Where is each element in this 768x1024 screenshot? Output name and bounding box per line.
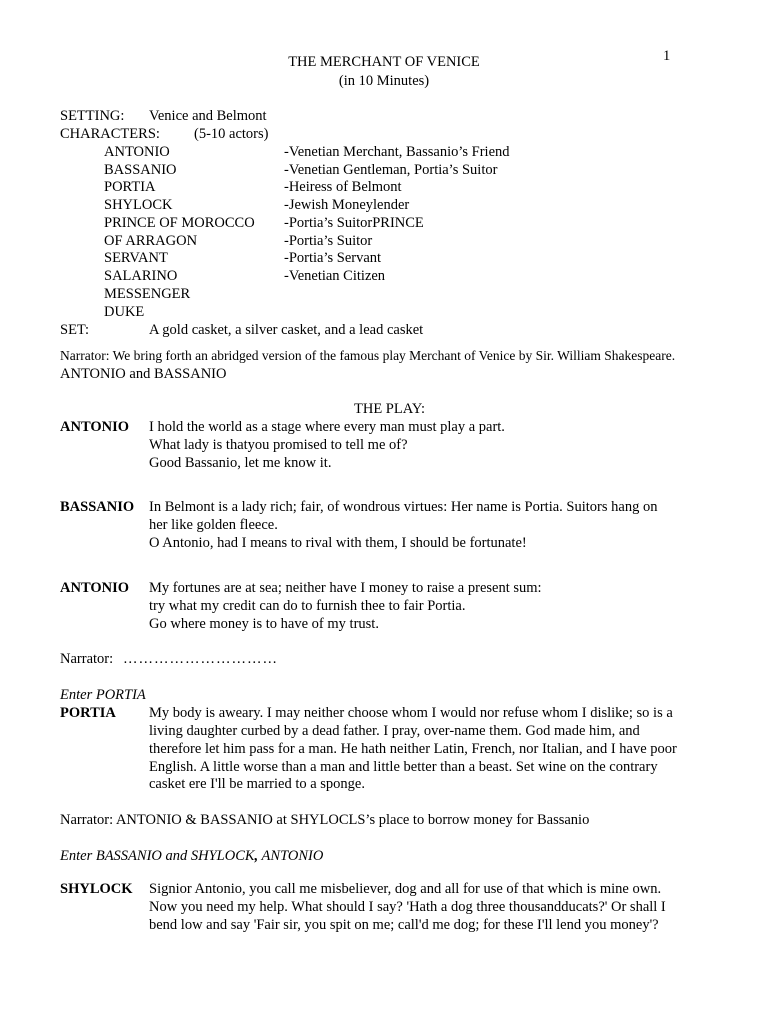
character-name: DUKE	[104, 304, 145, 320]
dialogue-line: living daughter curbed by a dead father. I pray, over-name them. God made him, and	[149, 723, 640, 739]
dialogue-line: English. A little worse than a man and little better than a beast. Set wine on the contrary	[149, 759, 658, 775]
setting-label: SETTING:	[60, 108, 125, 124]
play-heading: THE PLAY:	[354, 401, 426, 417]
character-desc: -Venetian Citizen	[284, 268, 386, 284]
page-title: THE MERCHANT OF VENICE	[288, 54, 480, 70]
character-desc: -Portia’s SuitorPRINCE	[284, 215, 424, 231]
dialogue-line: Signior Antonio, you call me misbeliever, dog and all for use of that which is mine own.	[149, 881, 662, 897]
character-desc: -Venetian Merchant, Bassanio’s Friend	[284, 144, 510, 160]
set-value: A gold casket, a silver casket, and a lead casket	[149, 322, 424, 338]
dialogue-line: Good Bassanio, let me know it.	[149, 455, 332, 471]
character-name: SHYLOCK	[104, 197, 173, 213]
speaker-name: PORTIA	[60, 705, 116, 721]
dialogue-line: My fortunes are at sea; neither have I money to raise a present sum:	[149, 580, 542, 596]
character-desc: -Venetian Gentleman, Portia’s Suitor	[284, 162, 498, 178]
dialogue-line: O Antonio, had I means to rival with them, I should be fortunate!	[149, 535, 527, 551]
character-name: PORTIA	[104, 179, 156, 195]
stage-direction	[60, 847, 323, 865]
character-desc: -Portia’s Suitor	[284, 233, 373, 249]
character-desc: -Jewish Moneylender	[284, 197, 410, 213]
character-desc: -Portia’s Servant	[284, 250, 382, 266]
intro-characters: ANTONIO and BASSANIO	[60, 366, 227, 382]
set-label: SET:	[60, 322, 90, 338]
narrator-line: Narrator: ANTONIO & BASSANIO at SHYLOCLS’s place to borrow money for Bassanio	[60, 812, 590, 828]
character-desc: -Heiress of Belmont	[284, 179, 402, 195]
dialogue-line: I hold the world as a stage where every man must play a part.	[149, 419, 505, 435]
character-name: SERVANT	[104, 250, 168, 266]
narrator-label: Narrator:	[60, 651, 114, 667]
dialogue-line: casket ere I'll be married to a sponge.	[149, 776, 365, 792]
speaker-name: ANTONIO	[60, 419, 130, 435]
character-name: BASSANIO	[104, 162, 177, 178]
speaker-name: BASSANIO	[60, 499, 135, 515]
page-subtitle: (in 10 Minutes)	[338, 73, 430, 89]
stage-direction-text: ANTONIO	[258, 848, 324, 864]
dialogue-line: try what my credit can do to furnish thee to fair Portia.	[149, 598, 466, 614]
dialogue-line: Now you need my help. What should I say? 'Hath a dog three thousandducats?' Or shall I	[149, 899, 666, 915]
character-name: MESSENGER	[104, 286, 191, 302]
dialogue-line: bend low and say 'Fair sir, you spit on me; call'd me dog; for these I'll lend you money'?	[149, 917, 659, 933]
dialogue-line: her like golden fleece.	[149, 517, 278, 533]
dialogue-line: My body is aweary. I may neither choose whom I would nor refuse whom I dislike; so is a	[149, 705, 673, 721]
stage-direction-comma: ,	[254, 848, 259, 864]
character-name: OF ARRAGON	[104, 233, 198, 249]
characters-label: CHARACTERS:	[60, 126, 160, 142]
dialogue-line: What lady is thatyou promised to tell me of?	[149, 437, 408, 453]
narrator-intro: Narrator: We bring forth an abridged version of the famous play Merchant of Venice by Sir. William Shakespeare.	[60, 348, 676, 363]
character-name: PRINCE OF MOROCCO	[104, 215, 255, 231]
page-number: 1	[663, 48, 671, 64]
character-name: ANTONIO	[104, 144, 170, 160]
dialogue-line: therefore let him pass for a man. He hath neither Latin, French, nor Italian, and I have poor	[149, 741, 677, 757]
character-name: SALARINO	[104, 268, 178, 284]
speaker-name: ANTONIO	[60, 580, 130, 596]
dialogue-line: Go where money is to have of my trust.	[149, 616, 379, 632]
stage-direction: Enter PORTIA	[60, 687, 146, 703]
narrator-dots: …………………………	[123, 651, 278, 667]
speaker-name: SHYLOCK	[60, 881, 133, 897]
setting-value: Venice and Belmont	[149, 108, 267, 124]
characters-count: (5-10 actors)	[194, 126, 269, 142]
stage-direction-text: Enter BASSANIO and SHYLOCK	[60, 848, 255, 864]
dialogue-line: In Belmont is a lady rich; fair, of wondrous virtues: Her name is Portia. Suitors hang on	[149, 499, 658, 515]
